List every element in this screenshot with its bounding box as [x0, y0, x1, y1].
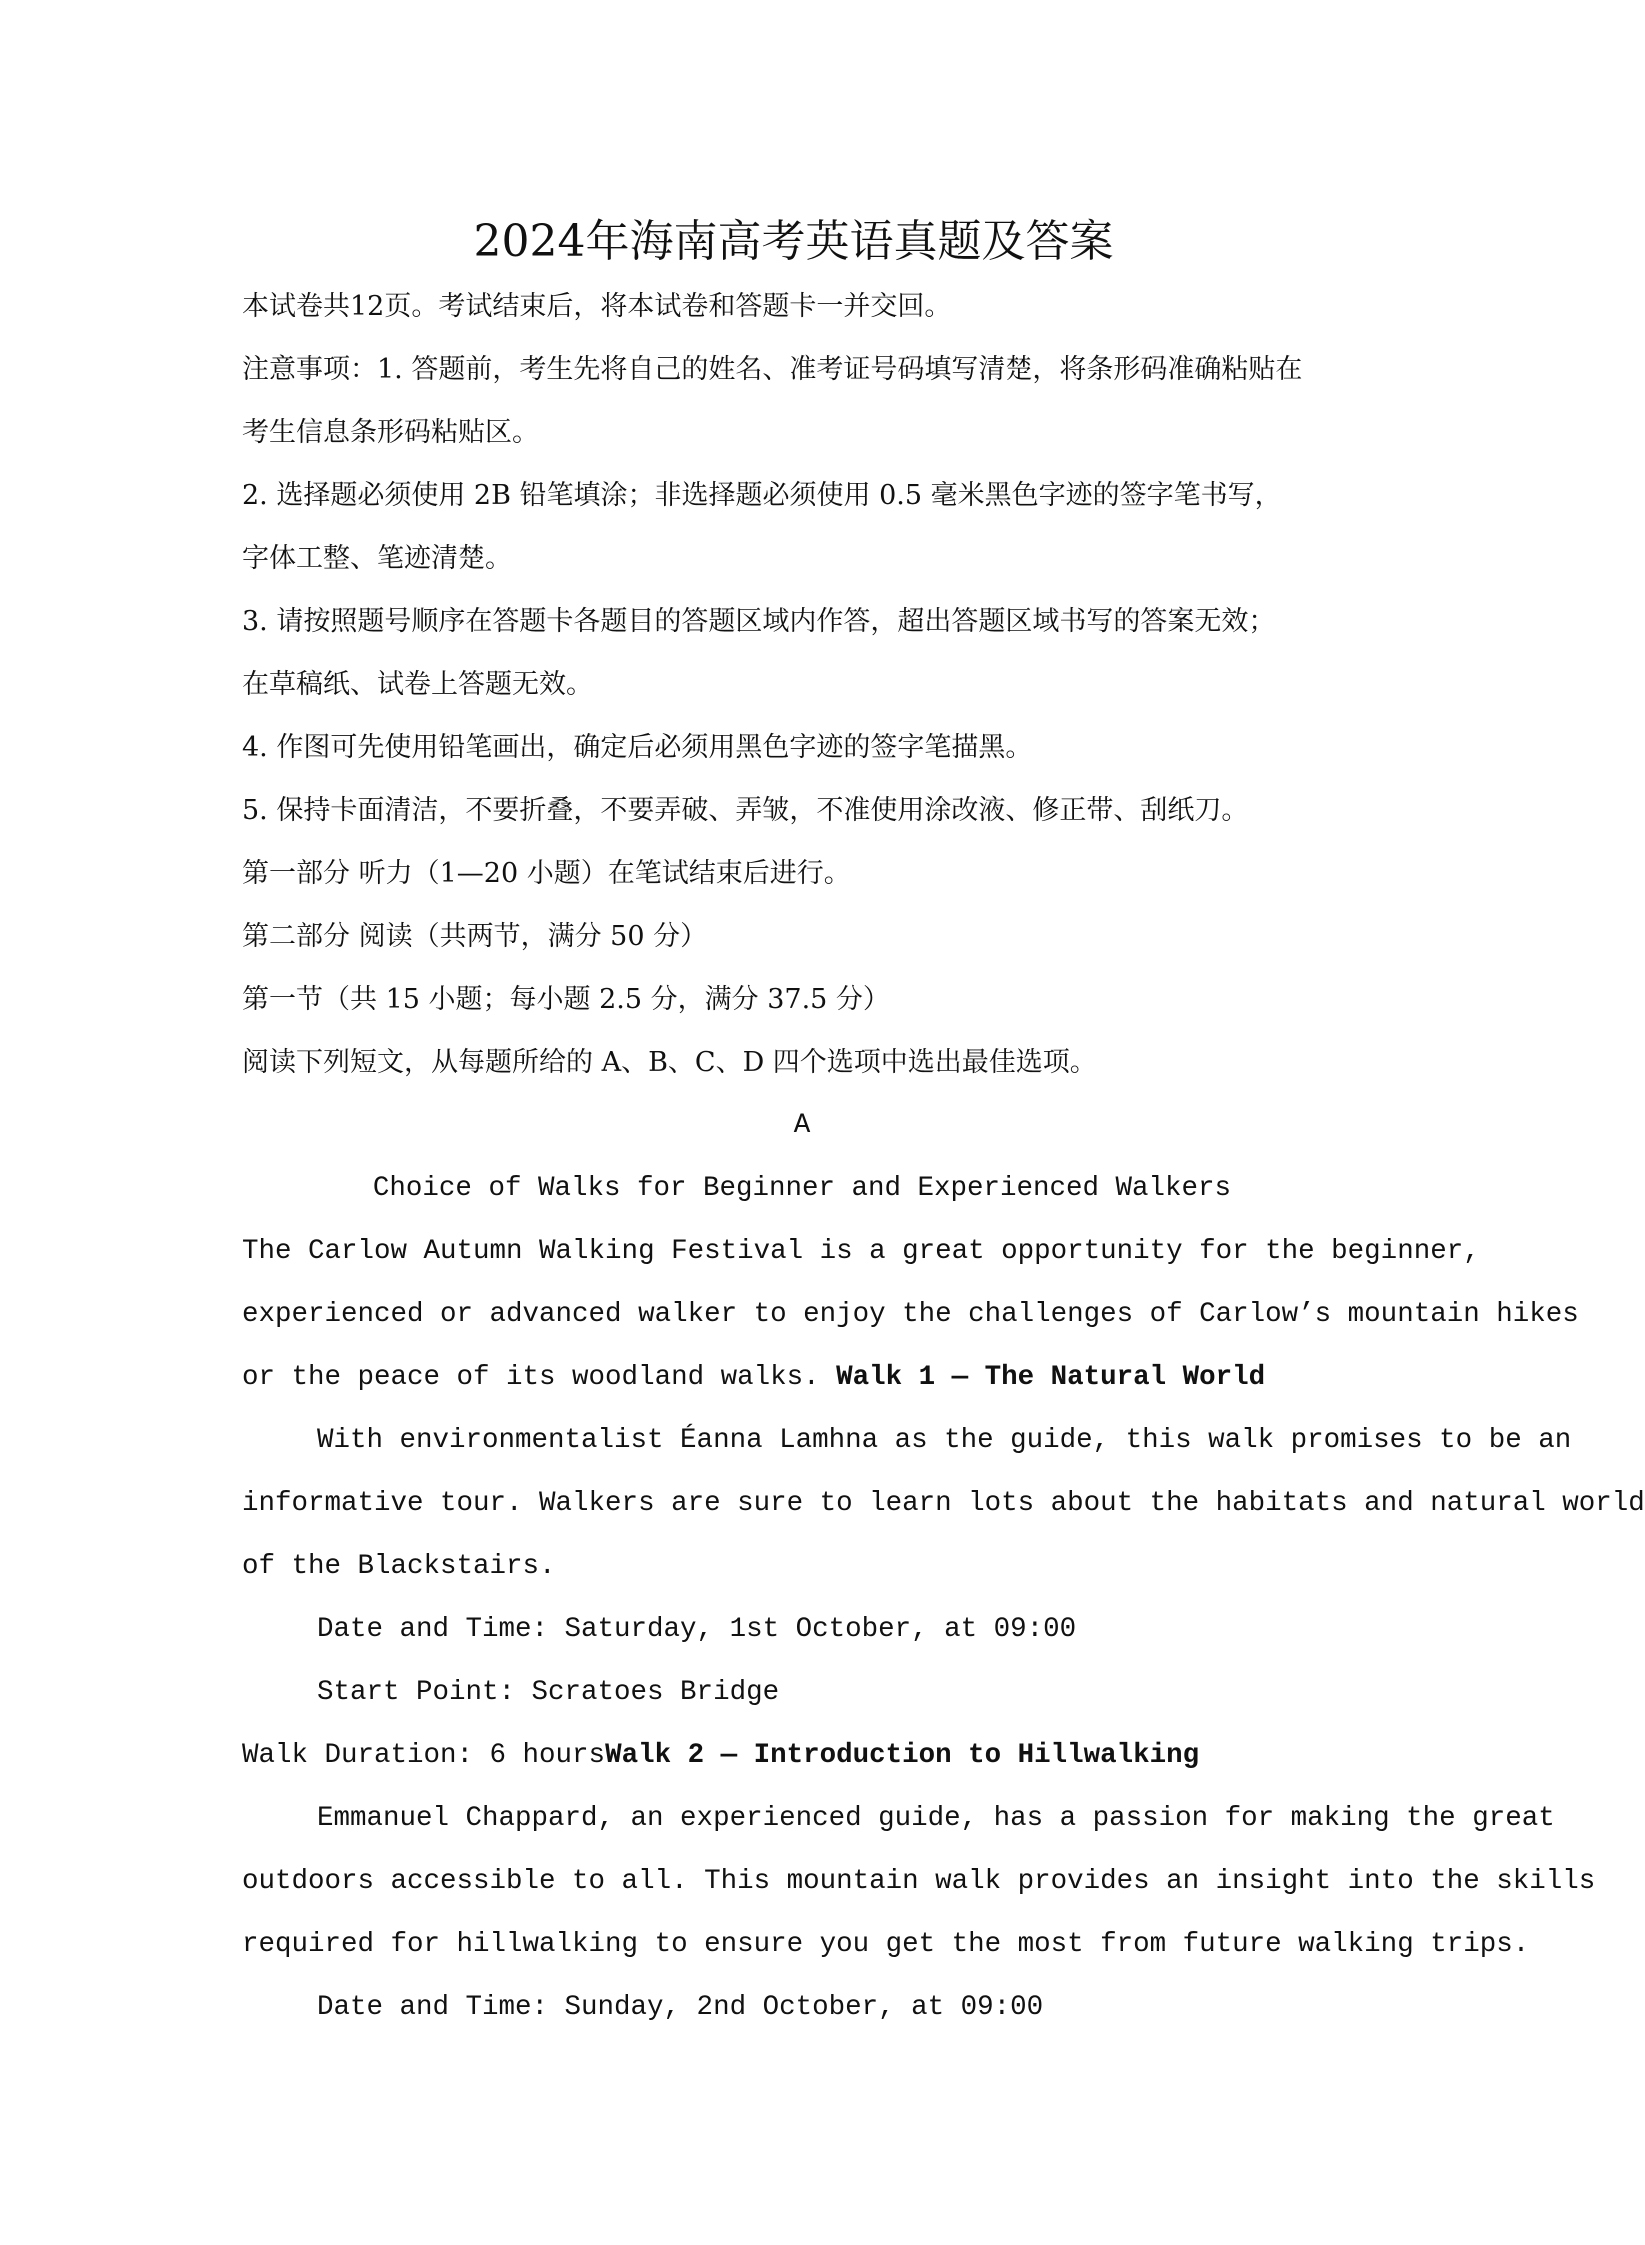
walk1-date: Date and Time: Saturday, 1st October, at 09:00	[317, 1614, 1077, 1645]
note-line-5: 3. 请按照题号顺序在答题卡各题目的答题区域内作答，超出答题区域书写的答案无效；	[242, 606, 1276, 637]
reading-instruction: 阅读下列短文，从每题所给的 A、B、C、D 四个选项中选出最佳选项。	[242, 1047, 1097, 1078]
walk1-duration-walk2-heading	[242, 1734, 1362, 1778]
walk1-desc-line-2: informative tour. Walkers are sure to learn lots about the habitats and natural world	[242, 1488, 1645, 1519]
part1-heading: 第一部分 听力（1—20 小题）在笔试结束后进行。	[242, 858, 851, 889]
walk2-desc-line-2: outdoors accessible to all. This mountain walk provides an insight into the skills	[242, 1866, 1596, 1897]
passage-intro-line-1: The Carlow Autumn Walking Festival is a great opportunity for the beginner,	[242, 1236, 1480, 1267]
passage-intro-line-2: experienced or advanced walker to enjoy the challenges of Carlow’s mountain hikes	[242, 1299, 1579, 1330]
passage-intro-line-3	[242, 1356, 1362, 1400]
note-line-6: 在草稿纸、试卷上答题无效。	[242, 669, 593, 700]
walk2-heading: Walk 2 — Introduction to Hillwalking	[605, 1740, 1200, 1771]
section1-heading: 第一节（共 15 小题；每小题 2.5 分，满分 37.5 分）	[242, 984, 890, 1015]
passage-title: Choice of Walks for Beginner and Experienced Walkers	[372, 1173, 1232, 1204]
walk2-desc-line-3: required for hillwalking to ensure you get the most from future walking trips.	[242, 1929, 1530, 1960]
passage-intro-text: or the peace of its woodland walks.	[242, 1362, 837, 1393]
walk2-desc-line-1: Emmanuel Chappard, an experienced guide, has a passion for making the great	[317, 1803, 1555, 1834]
note-line-8: 5. 保持卡面清洁，不要折叠，不要弄破、弄皱，不准使用涂改液、修正带、刮纸刀。	[242, 795, 1249, 826]
exam-intro: 本试卷共12页。考试结束后，将本试卷和答题卡一并交回。	[242, 291, 952, 322]
part2-heading: 第二部分 阅读（共两节，满分 50 分）	[242, 921, 708, 952]
page-title: 2024年海南高考英语真题及答案	[473, 216, 1114, 267]
note-line-4: 字体工整、笔迹清楚。	[242, 543, 512, 574]
walk1-desc-line-1: With environmentalist Éanna Lamhna as the guide, this walk promises to be an	[317, 1425, 1572, 1456]
note-line-1: 注意事项：1. 答题前，考生先将自己的姓名、准考证号码填写清楚，将条形码准确粘贴在	[242, 354, 1303, 385]
note-line-2: 考生信息条形码粘贴区。	[242, 417, 539, 448]
note-line-7: 4. 作图可先使用铅笔画出，确定后必须用黑色字迹的签字笔描黑。	[242, 732, 1033, 763]
walk1-heading: Walk 1 — The Natural World	[836, 1362, 1266, 1393]
walk1-desc-line-3: of the Blackstairs.	[242, 1551, 556, 1582]
passage-label: A	[793, 1110, 811, 1141]
walk1-start: Start Point: Scratoes Bridge	[317, 1677, 780, 1708]
note-line-3: 2. 选择题必须使用 2B 铅笔填涂；非选择题必须使用 0.5 毫米黑色字迹的签字笔书写，	[242, 480, 1282, 511]
walk2-date: Date and Time: Sunday, 2nd October, at 09:00	[317, 1992, 1044, 2023]
walk1-duration: Walk Duration: 6 hours	[242, 1740, 606, 1771]
